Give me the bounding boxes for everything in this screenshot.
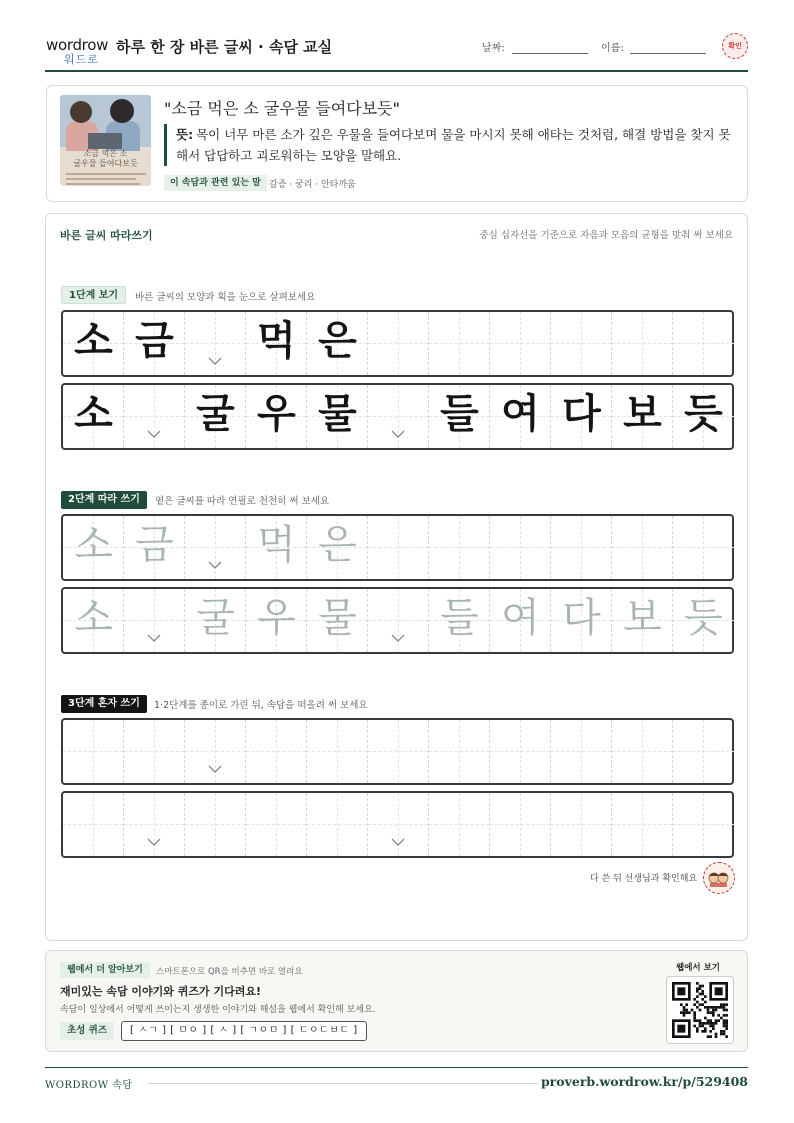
practice-char: 소 bbox=[74, 522, 113, 568]
web-small-text: 스마트폰으로 QR을 비추면 바로 열려요 bbox=[156, 967, 303, 977]
meaning-text: 목이 너무 마른 소가 깊은 우물을 들여다보며 물을 마시지 못해 애타는 것처럼, 해결 방법을 찾지 못해서 답답하고 괴로워하는 모양을 말해요. bbox=[176, 127, 731, 163]
check-stamp-icon bbox=[722, 33, 748, 59]
grid-cell[interactable] bbox=[551, 720, 612, 783]
proverb-title: "소금 먹은 소 굴우물 들여다보듯" bbox=[164, 99, 400, 118]
stage-2-badge: 2단계 따라 쓰기 bbox=[61, 491, 147, 509]
web-badge: 웹에서 더 알아보기 bbox=[60, 962, 150, 978]
page-header bbox=[45, 30, 748, 72]
grid-cell[interactable] bbox=[63, 720, 124, 783]
space-marker-icon bbox=[391, 838, 405, 846]
practice-char: 여 bbox=[501, 595, 540, 641]
practice-char: 먹 bbox=[257, 522, 296, 568]
space-marker-icon bbox=[147, 838, 161, 846]
grid-cell[interactable] bbox=[63, 589, 124, 652]
practice-char: 우 bbox=[257, 391, 296, 437]
page-title: 하루 한 장 바른 글씨 · 속담 교실 bbox=[116, 38, 333, 56]
logo-hangul: 워드로 bbox=[64, 53, 99, 66]
grid-cell[interactable] bbox=[612, 589, 673, 652]
name-field[interactable] bbox=[630, 53, 706, 54]
related-words: 갈증 · 궁리 · 안타까움 bbox=[269, 180, 356, 190]
proverb-card bbox=[46, 85, 748, 202]
grid-cell[interactable] bbox=[124, 516, 185, 579]
grid-cell[interactable] bbox=[673, 516, 734, 579]
practice-char: 보 bbox=[623, 595, 662, 641]
practice-char: 여 bbox=[501, 391, 540, 437]
teacher-stamp-icon bbox=[703, 862, 735, 894]
grid-cell[interactable] bbox=[551, 516, 612, 579]
grid-cell[interactable] bbox=[551, 793, 612, 856]
grid-cell[interactable] bbox=[368, 793, 429, 856]
grid-cell bbox=[124, 312, 185, 375]
footer-rule bbox=[148, 1083, 538, 1084]
space-marker-icon bbox=[391, 430, 405, 438]
footer-brand: WORDROW 속담 bbox=[45, 1080, 133, 1091]
space-marker-icon bbox=[147, 430, 161, 438]
practice-char: 들 bbox=[440, 391, 479, 437]
practice-row-free-1[interactable] bbox=[61, 718, 734, 785]
practice-char: 소 bbox=[74, 391, 113, 437]
grid-cell[interactable] bbox=[185, 720, 246, 783]
grid-cell bbox=[246, 385, 307, 448]
grid-cell[interactable] bbox=[124, 589, 185, 652]
practice-char: 금 bbox=[135, 522, 174, 568]
practice-char: 다 bbox=[562, 595, 601, 641]
grid-cell[interactable] bbox=[307, 516, 368, 579]
grid-cell[interactable] bbox=[307, 793, 368, 856]
practice-char: 듯 bbox=[684, 391, 723, 437]
grid-cell[interactable] bbox=[429, 589, 490, 652]
grid-cell bbox=[551, 385, 612, 448]
grid-cell bbox=[185, 312, 246, 375]
grid-cell[interactable] bbox=[612, 516, 673, 579]
space-marker-icon bbox=[208, 765, 222, 773]
practice-row-trace-1[interactable] bbox=[61, 514, 734, 581]
practice-char: 굴 bbox=[196, 595, 235, 641]
quiz-label: 초성 퀴즈 bbox=[60, 1022, 114, 1040]
space-marker-icon bbox=[208, 357, 222, 365]
grid-cell[interactable] bbox=[673, 720, 734, 783]
illustration-title: 소금 먹은 소 굴우물 들여다보듯 bbox=[73, 149, 138, 168]
practice-row-view-2 bbox=[61, 383, 734, 450]
grid-cell[interactable] bbox=[490, 793, 551, 856]
web-headline: 재미있는 속담 이야기와 퀴즈가 기다려요! bbox=[60, 985, 261, 998]
space-marker-icon bbox=[208, 561, 222, 569]
grid-cell bbox=[63, 312, 124, 375]
practice-char: 들 bbox=[440, 595, 479, 641]
grid-cell[interactable] bbox=[246, 516, 307, 579]
wordrow-logo bbox=[46, 34, 110, 64]
grid-cell[interactable] bbox=[490, 589, 551, 652]
grid-cell bbox=[368, 385, 429, 448]
grid-cell bbox=[612, 385, 673, 448]
footer-divider bbox=[45, 1067, 748, 1068]
qr-label: 웹에서 보기 bbox=[676, 963, 721, 973]
grid-cell bbox=[612, 312, 673, 375]
practice-char: 우 bbox=[257, 595, 296, 641]
grid-cell bbox=[307, 385, 368, 448]
grid-cell bbox=[63, 385, 124, 448]
qr-code-icon[interactable] bbox=[666, 976, 734, 1044]
practice-char: 먹 bbox=[257, 318, 296, 364]
practice-char: 소 bbox=[74, 595, 113, 641]
proverb-meaning bbox=[164, 124, 734, 166]
grid-cell bbox=[246, 312, 307, 375]
grid-cell[interactable] bbox=[124, 793, 185, 856]
related-label: 이 속담과 관련 있는 말 bbox=[164, 175, 267, 191]
grid-cell[interactable] bbox=[429, 516, 490, 579]
date-label: 날짜: bbox=[482, 43, 505, 54]
grid-cell[interactable] bbox=[246, 589, 307, 652]
practice-char: 굴 bbox=[196, 391, 235, 437]
practice-char: 보 bbox=[623, 391, 662, 437]
grid-cell bbox=[673, 312, 734, 375]
grid-cell bbox=[124, 385, 185, 448]
stamp-text: 확인 bbox=[728, 42, 742, 50]
practice-char: 물 bbox=[318, 391, 357, 437]
grid-cell[interactable] bbox=[673, 589, 734, 652]
footer-url-link[interactable]: proverb.wordrow.kr/p/529408 bbox=[540, 1074, 748, 1089]
grid-cell[interactable] bbox=[368, 589, 429, 652]
grid-cell[interactable] bbox=[612, 793, 673, 856]
grid-cell[interactable] bbox=[124, 720, 185, 783]
grid-cell[interactable] bbox=[63, 516, 124, 579]
stage-1-desc: 바른 글씨의 모양과 획을 눈으로 살펴보세요 bbox=[135, 292, 316, 303]
practice-char: 소 bbox=[74, 318, 113, 364]
grid-cell[interactable] bbox=[185, 793, 246, 856]
web-description: 속담이 일상에서 어떻게 쓰이는지 생생한 이야기와 해설을 웹에서 확인해 보세요. bbox=[60, 1005, 376, 1015]
practice-char: 듯 bbox=[684, 595, 723, 641]
practice-title: 바른 글씨 따라쓰기 bbox=[60, 229, 153, 242]
stage-2-desc: 옅은 글씨를 따라 연필로 천천히 써 보세요 bbox=[155, 496, 330, 507]
grid-cell bbox=[185, 385, 246, 448]
practice-row-free-2[interactable] bbox=[61, 791, 734, 858]
grid-cell bbox=[673, 385, 734, 448]
practice-section bbox=[45, 213, 748, 941]
space-marker-icon bbox=[391, 634, 405, 642]
web-section bbox=[45, 950, 748, 1052]
grid-cell bbox=[490, 312, 551, 375]
grid-cell[interactable] bbox=[490, 720, 551, 783]
proverb-illustration bbox=[60, 95, 151, 186]
grid-cell[interactable] bbox=[246, 793, 307, 856]
grid-cell[interactable] bbox=[368, 516, 429, 579]
grid-cell[interactable] bbox=[612, 720, 673, 783]
grid-cell[interactable] bbox=[429, 793, 490, 856]
practice-row-view-1 bbox=[61, 310, 734, 377]
grid-cell bbox=[429, 312, 490, 375]
grid-cell bbox=[307, 312, 368, 375]
grid-cell[interactable] bbox=[490, 516, 551, 579]
logo-latin: wordrow bbox=[46, 36, 109, 54]
initial-consonant-quiz: [ ㅅㄱ ] [ ㅁㅇ ] [ ㅅ ] [ ㄱㅇㅁ ] [ ㄷㅇㄷㅂㄷ ] bbox=[121, 1021, 367, 1041]
grid-cell[interactable] bbox=[246, 720, 307, 783]
stage-3-desc: 1·2단계를 종이로 가린 뒤, 속담을 떠올려 써 보세요 bbox=[154, 700, 368, 711]
practice-char: 은 bbox=[318, 522, 357, 568]
practice-char: 은 bbox=[318, 318, 357, 364]
grid-cell[interactable] bbox=[551, 589, 612, 652]
grid-cell bbox=[551, 312, 612, 375]
grid-cell bbox=[429, 385, 490, 448]
grid-cell bbox=[490, 385, 551, 448]
space-marker-icon bbox=[147, 634, 161, 642]
grid-cell[interactable] bbox=[673, 793, 734, 856]
grid-cell[interactable] bbox=[185, 516, 246, 579]
grid-cell[interactable] bbox=[185, 589, 246, 652]
grid-cell[interactable] bbox=[307, 720, 368, 783]
grid-cell[interactable] bbox=[368, 720, 429, 783]
grid-cell[interactable] bbox=[307, 589, 368, 652]
grid-cell[interactable] bbox=[429, 720, 490, 783]
practice-row-trace-2[interactable] bbox=[61, 587, 734, 654]
name-label: 이름: bbox=[601, 43, 624, 54]
practice-char: 금 bbox=[135, 318, 174, 364]
practice-hint: 중심 십자선을 기준으로 자음과 모음의 균형을 맞춰 써 보세요 bbox=[479, 230, 733, 241]
check-text: 다 쓴 뒤 선생님과 확인해요 bbox=[590, 874, 698, 884]
stage-3-badge: 3단계 혼자 쓰기 bbox=[61, 695, 147, 713]
meaning-label: 뜻: bbox=[176, 127, 194, 142]
date-field[interactable] bbox=[512, 53, 588, 54]
practice-char: 물 bbox=[318, 595, 357, 641]
stage-1-badge: 1단계 보기 bbox=[61, 286, 126, 304]
grid-cell[interactable] bbox=[63, 793, 124, 856]
grid-cell bbox=[368, 312, 429, 375]
practice-char: 다 bbox=[562, 391, 601, 437]
